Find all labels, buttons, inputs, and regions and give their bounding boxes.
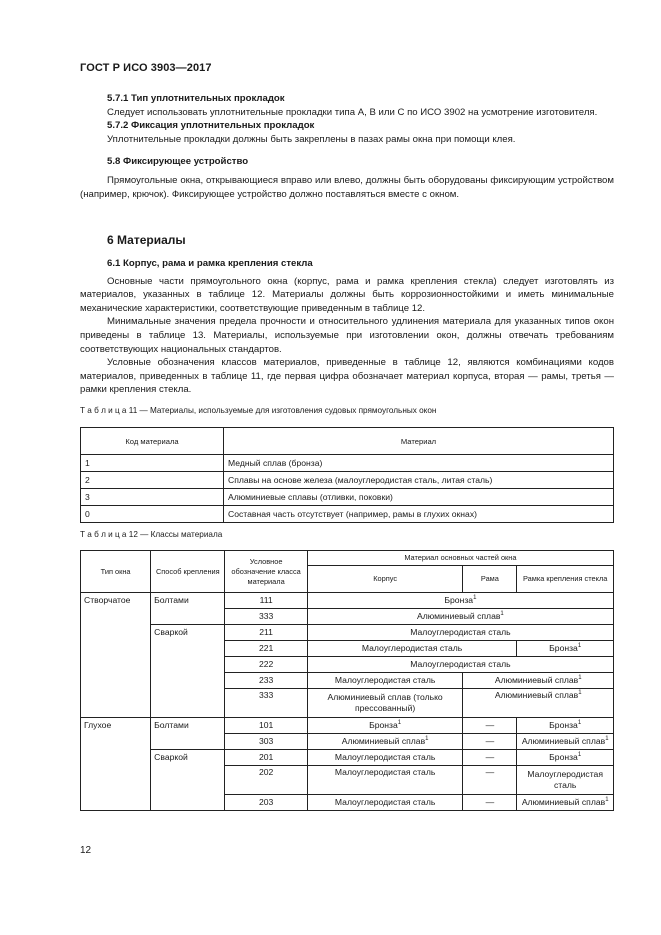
footnote-ref: 1	[605, 736, 609, 743]
table-row	[81, 489, 614, 506]
section-6-1-para-2: Минимальные значения предела прочности и относительного удлинения материала для указанных типов окон приведены в таблице 13. Материалы, используемые при изготовлении окон, должны отвечать требованиям соответствующих национальных стандартов.	[80, 316, 614, 355]
table-cell: Алюминиевый сплав (только прессованный)	[307, 689, 463, 718]
table-12	[80, 550, 614, 811]
cell-text: Алюминиевый сплав	[521, 736, 606, 746]
table-12-header-frame: Рама	[463, 566, 517, 593]
cell-text: Алюминиевый сплав	[494, 690, 579, 700]
cell-text: Бронза	[549, 643, 578, 653]
footnote-ref: 1	[397, 720, 402, 727]
table-12-header-body: Корпус	[307, 566, 463, 593]
table-cell-code: 333	[225, 689, 307, 718]
table-cell: Сплавы на основе железа (малоуглеродистая сталь, литая сталь)	[224, 472, 614, 489]
table-cell-fix: Сваркой	[151, 750, 225, 811]
cell-text: Алюминиевый сплав	[341, 736, 426, 746]
table-cell	[517, 750, 614, 766]
footnote-ref: 1	[578, 690, 582, 697]
table-cell	[517, 718, 614, 734]
table-11-header-row	[81, 428, 614, 455]
table-12-header-type: Тип окна	[81, 551, 151, 593]
section-5-7-2-text: Уплотнительные прокладки должны быть закреплены в пазах рамы окна при помощи клея.	[107, 133, 516, 145]
table-cell: Малоуглеродистая сталь	[307, 673, 463, 689]
table-cell: Составная часть отсутствует (например, рамы в глухих окнах)	[224, 506, 614, 523]
table-cell-code: 211	[225, 625, 307, 641]
footnote-ref: 1	[578, 675, 582, 682]
table-cell	[517, 641, 614, 657]
section-5-7-5-8	[80, 92, 614, 201]
cell-text: Алюминиевый сплав	[521, 797, 606, 807]
section-6-1	[80, 257, 614, 397]
table-cell: 2	[81, 472, 224, 489]
table-11	[80, 427, 614, 523]
footnote-ref: 1	[577, 720, 582, 727]
table-cell	[517, 795, 614, 811]
table-11-caption: Т а б л и ц а 11 — Материалы, используемые для изготовления судовых прямоугольных окон	[80, 406, 437, 415]
table-cell-code: 303	[225, 734, 307, 750]
section-5-7-2-title: 5.7.2 Фиксация уплотнительных прокладок	[107, 120, 315, 132]
section-6-title: 6 Материалы	[107, 233, 186, 247]
table-cell	[463, 689, 614, 718]
table-row	[81, 472, 614, 489]
table-12-header-fix: Способ крепления	[151, 551, 225, 593]
table-cell: —	[463, 718, 517, 734]
table-12-header-row-1	[81, 551, 614, 566]
table-cell: 1	[81, 455, 224, 472]
section-6-1-para-1: Основные части прямоугольного окна (корпус, рама и рамка крепления стекла) следует изготовлять из материалов, указанных в таблице 12. Материалы должны быть коррозионностойкими и иметь минимальные механические характеристики, соответствующие приведенным в таблице 12.	[80, 275, 614, 314]
table-cell: —	[463, 766, 517, 795]
table-cell: Малоуглеродистая сталь	[307, 795, 463, 811]
table-cell	[307, 609, 613, 625]
table-cell	[463, 673, 614, 689]
section-6-1-para-3: Условные обозначения классов материалов, приведенные в таблице 12, являются комбинациями кодов материалов, приведенных в таблице 11, где первая цифра обозначает материал корпуса, вторая — рамы, третья — рамки крепления стекла.	[80, 357, 614, 396]
table-cell	[307, 734, 463, 750]
table-cell-code: 221	[225, 641, 307, 657]
table-cell-code: 101	[225, 718, 307, 734]
footnote-ref: 1	[425, 736, 429, 743]
table-11-header-material: Материал	[224, 428, 614, 455]
cell-text: Бронза	[549, 720, 578, 730]
table-cell	[307, 718, 463, 734]
footnote-ref: 1	[577, 752, 582, 759]
cell-text: Алюминиевый сплав	[494, 675, 579, 685]
table-cell-type: Створчатое	[81, 593, 151, 718]
table-cell-fix: Болтами	[151, 718, 225, 750]
table-cell-code: 202	[225, 766, 307, 795]
table-cell: Малоуглеродистая сталь	[307, 641, 517, 657]
table-cell-code: 333	[225, 609, 307, 625]
table-cell: Малоуглеродистая сталь	[517, 766, 614, 795]
table-row	[81, 506, 614, 523]
table-cell	[517, 734, 614, 750]
page-number: 12	[80, 845, 92, 856]
table-cell-code: 111	[225, 593, 307, 609]
table-row	[81, 718, 614, 734]
table-cell: 3	[81, 489, 224, 506]
section-5-8-title: 5.8 Фиксирующее устройство	[107, 156, 249, 168]
table-cell-type: Глухое	[81, 718, 151, 811]
table-cell: Малоуглеродистая сталь	[307, 766, 463, 795]
table-row	[81, 625, 614, 641]
section-5-8-text: Прямоугольные окна, открывающиеся вправо или влево, должны быть оборудованы фиксирующим устройством (например, крючок). Фиксирующее устройство должно поставляться вместе с окном.	[80, 174, 614, 200]
cell-text: Бронза	[444, 595, 474, 605]
table-cell: Малоуглеродистая сталь	[307, 750, 463, 766]
table-row	[81, 455, 614, 472]
table-cell	[307, 593, 613, 609]
table-cell: Медный сплав (бронза)	[224, 455, 614, 472]
table-cell: —	[463, 795, 517, 811]
table-12-header-class: Условное обозначение класса материала	[225, 551, 307, 593]
table-cell-code: 233	[225, 673, 307, 689]
table-cell-fix: Сваркой	[151, 625, 225, 718]
table-cell: Малоуглеродистая сталь	[307, 657, 613, 673]
table-row	[81, 593, 614, 609]
table-row	[81, 750, 614, 766]
section-5-7-1-title: 5.7.1 Тип уплотнительных прокладок	[107, 93, 285, 104]
footnote-ref: 1	[577, 643, 582, 650]
table-cell-code: 201	[225, 750, 307, 766]
table-12-header-glass: Рамка крепления стекла	[517, 566, 614, 593]
table-11-header-code: Код материала	[81, 428, 224, 455]
cell-text: Бронза	[549, 752, 578, 762]
table-cell: Малоуглеродистая сталь	[307, 625, 613, 641]
table-cell: —	[463, 734, 517, 750]
footnote-ref: 1	[500, 611, 504, 618]
table-cell-fix: Болтами	[151, 593, 225, 625]
table-cell: —	[463, 750, 517, 766]
footnote-ref: 1	[605, 797, 609, 804]
table-12-header-group: Материал основных частей окна	[307, 551, 613, 566]
table-cell: 0	[81, 506, 224, 523]
section-5-7-1-text: Следует использовать уплотнительные прокладки типа A, B или C по ИСО 3902 на усмотрение изготовителя.	[107, 106, 598, 118]
footnote-ref: 1	[473, 595, 477, 602]
document-header: ГОСТ Р ИСО 3903—2017	[80, 62, 212, 74]
section-6-1-title: 6.1 Корпус, рама и рамка крепления стекла	[107, 258, 313, 269]
table-12-caption: Т а б л и ц а 12 — Классы материала	[80, 530, 223, 539]
table-cell-code: 222	[225, 657, 307, 673]
table-cell-code: 203	[225, 795, 307, 811]
cell-text: Алюминиевый сплав	[417, 611, 501, 621]
table-cell: Алюминиевые сплавы (отливки, поковки)	[224, 489, 614, 506]
cell-text: Бронза	[369, 720, 398, 730]
